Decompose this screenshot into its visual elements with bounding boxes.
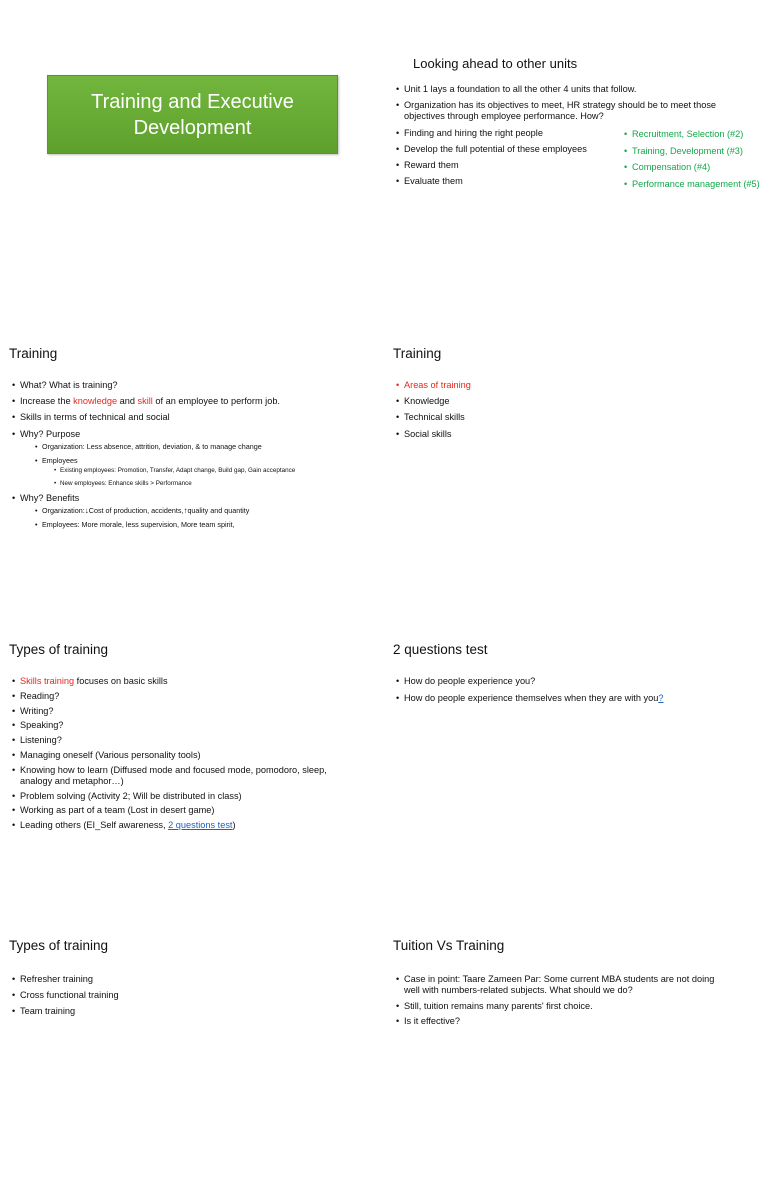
list-item: • Technical skills (396, 412, 764, 423)
list-item: • Employees: More morale, less supervision, More team spirit, (35, 520, 380, 529)
list-item: • Performance management (#5) (624, 179, 764, 190)
list-item (396, 693, 726, 704)
list-item: • Compensation (#4) (624, 162, 764, 173)
list-item: • What? What is training? (12, 380, 380, 391)
slide-title-card (0, 0, 384, 296)
list-item: • Unit 1 lays a foundation to all the other 4 units that follow. (396, 84, 726, 95)
list-item: • Reward them (396, 160, 726, 171)
question-link[interactable]: ? (658, 692, 664, 703)
text: Organization: (42, 506, 85, 516)
title-banner (47, 75, 338, 154)
slide-types-of-training-2 (0, 888, 384, 1184)
text: ) (232, 820, 236, 831)
slide-looking-ahead (384, 0, 768, 296)
list-item: • Existing employees: Promotion, Transfer, Adapt change, Build gap, Gain acceptance (54, 467, 380, 475)
down-arrow-icon: ↓ (84, 506, 89, 516)
bullet-list (396, 676, 726, 709)
deck-title: Training and Executive Development (91, 90, 294, 139)
list-item: • Still, tuition remains many parents' first choice. (396, 1001, 726, 1012)
list-item: • Listening? (12, 735, 342, 746)
list-item: • Organization: Less absence, attrition, deviation, & to manage change (35, 442, 380, 451)
bullet-list (12, 974, 342, 1023)
text: focuses on basic skills (74, 676, 168, 686)
slide-heading: Types of training (9, 642, 109, 657)
sub-list (54, 467, 380, 488)
slide-heading: Looking ahead to other units (413, 56, 578, 71)
text: quality and quantity (187, 506, 250, 516)
list-item: • Develop the full potential of these employees (396, 144, 726, 155)
questions-test-link[interactable]: 2 questions test (168, 820, 233, 831)
list-item: • Knowing how to learn (Diffused mode and focused mode, pomodoro, sleep, analogy and metaphor…) (12, 765, 342, 787)
text: Why? Benefits (20, 493, 80, 504)
text: Employees (42, 455, 78, 465)
up-arrow-icon: ↑ (183, 506, 188, 516)
list-item: • Training, Development (#3) (624, 146, 764, 157)
list-item: • Speaking? (12, 720, 342, 731)
bullet-list (396, 380, 764, 445)
bullet-list (12, 380, 380, 535)
text: and (117, 396, 138, 407)
slide-heading: Training (9, 346, 58, 361)
list-item: • Organization has its objectives to meet, HR strategy should be to meet those objectives through employee performance. How? (396, 100, 726, 122)
bullet-list (396, 974, 726, 1032)
text: Why? Purpose (20, 428, 81, 439)
slide-heading: 2 questions test (393, 642, 488, 657)
list-item: • Case in point: Taare Zameen Par: Some current MBA students are not doing well with numbers-related subjects. What should we do? (396, 974, 726, 996)
list-item: • Knowledge (396, 396, 764, 407)
text: of an employee to perform job. (152, 396, 280, 407)
list-item (12, 493, 380, 529)
slide-two-questions-test (384, 592, 768, 888)
list-item (35, 456, 380, 488)
sub-list (35, 442, 380, 488)
slide-heading: Tuition Vs Training (393, 938, 505, 953)
sub-list (35, 506, 380, 529)
list-item: • How do people experience you? (396, 676, 726, 687)
bullet-list (12, 676, 342, 835)
text: Leading others (EI_Self awareness, (20, 820, 169, 831)
list-item: • Areas of training (396, 380, 764, 391)
list-item (35, 506, 380, 515)
text: Cost of production, accidents, (88, 506, 184, 516)
highlight-text: knowledge (73, 396, 118, 407)
slide-tuition-vs-training (384, 888, 768, 1184)
list-item: • Refresher training (12, 974, 342, 985)
list-item: • Recruitment, Selection (#2) (624, 129, 764, 140)
list-item: • Managing oneself (Various personality tools) (12, 750, 342, 761)
text: Increase the (20, 396, 74, 407)
list-item: • Reading? (12, 691, 342, 702)
list-item (12, 429, 380, 488)
list-item: • Skills in terms of technical and social (12, 412, 380, 423)
list-item (12, 396, 380, 407)
highlight-text: Skills training (20, 676, 75, 686)
text: How do people experience themselves when they are with you (404, 692, 659, 703)
slide-training-areas (384, 296, 768, 592)
list-item: • New employees: Enhance skills > Performance (54, 480, 380, 488)
slide-training-overview (0, 296, 384, 592)
list-item: • Cross functional training (12, 990, 342, 1001)
list-item: • Writing? (12, 706, 342, 717)
slide-heading: Training (393, 346, 442, 361)
list-item (12, 676, 342, 687)
list-item: • Working as part of a team (Lost in desert game) (12, 805, 342, 816)
list-item: • Problem solving (Activity 2; Will be distributed in class) (12, 791, 342, 802)
slide-heading: Types of training (9, 938, 109, 953)
slide-types-of-training-1 (0, 592, 384, 888)
list-item (12, 820, 342, 831)
list-item: • Team training (12, 1006, 342, 1017)
list-item: • Evaluate them (396, 176, 726, 187)
unit-mapping-list (624, 129, 764, 195)
highlight-text: skill (137, 396, 153, 407)
list-item: • Finding and hiring the right people (396, 128, 726, 139)
list-item: • Is it effective? (396, 1016, 726, 1027)
list-item: • Social skills (396, 429, 764, 440)
